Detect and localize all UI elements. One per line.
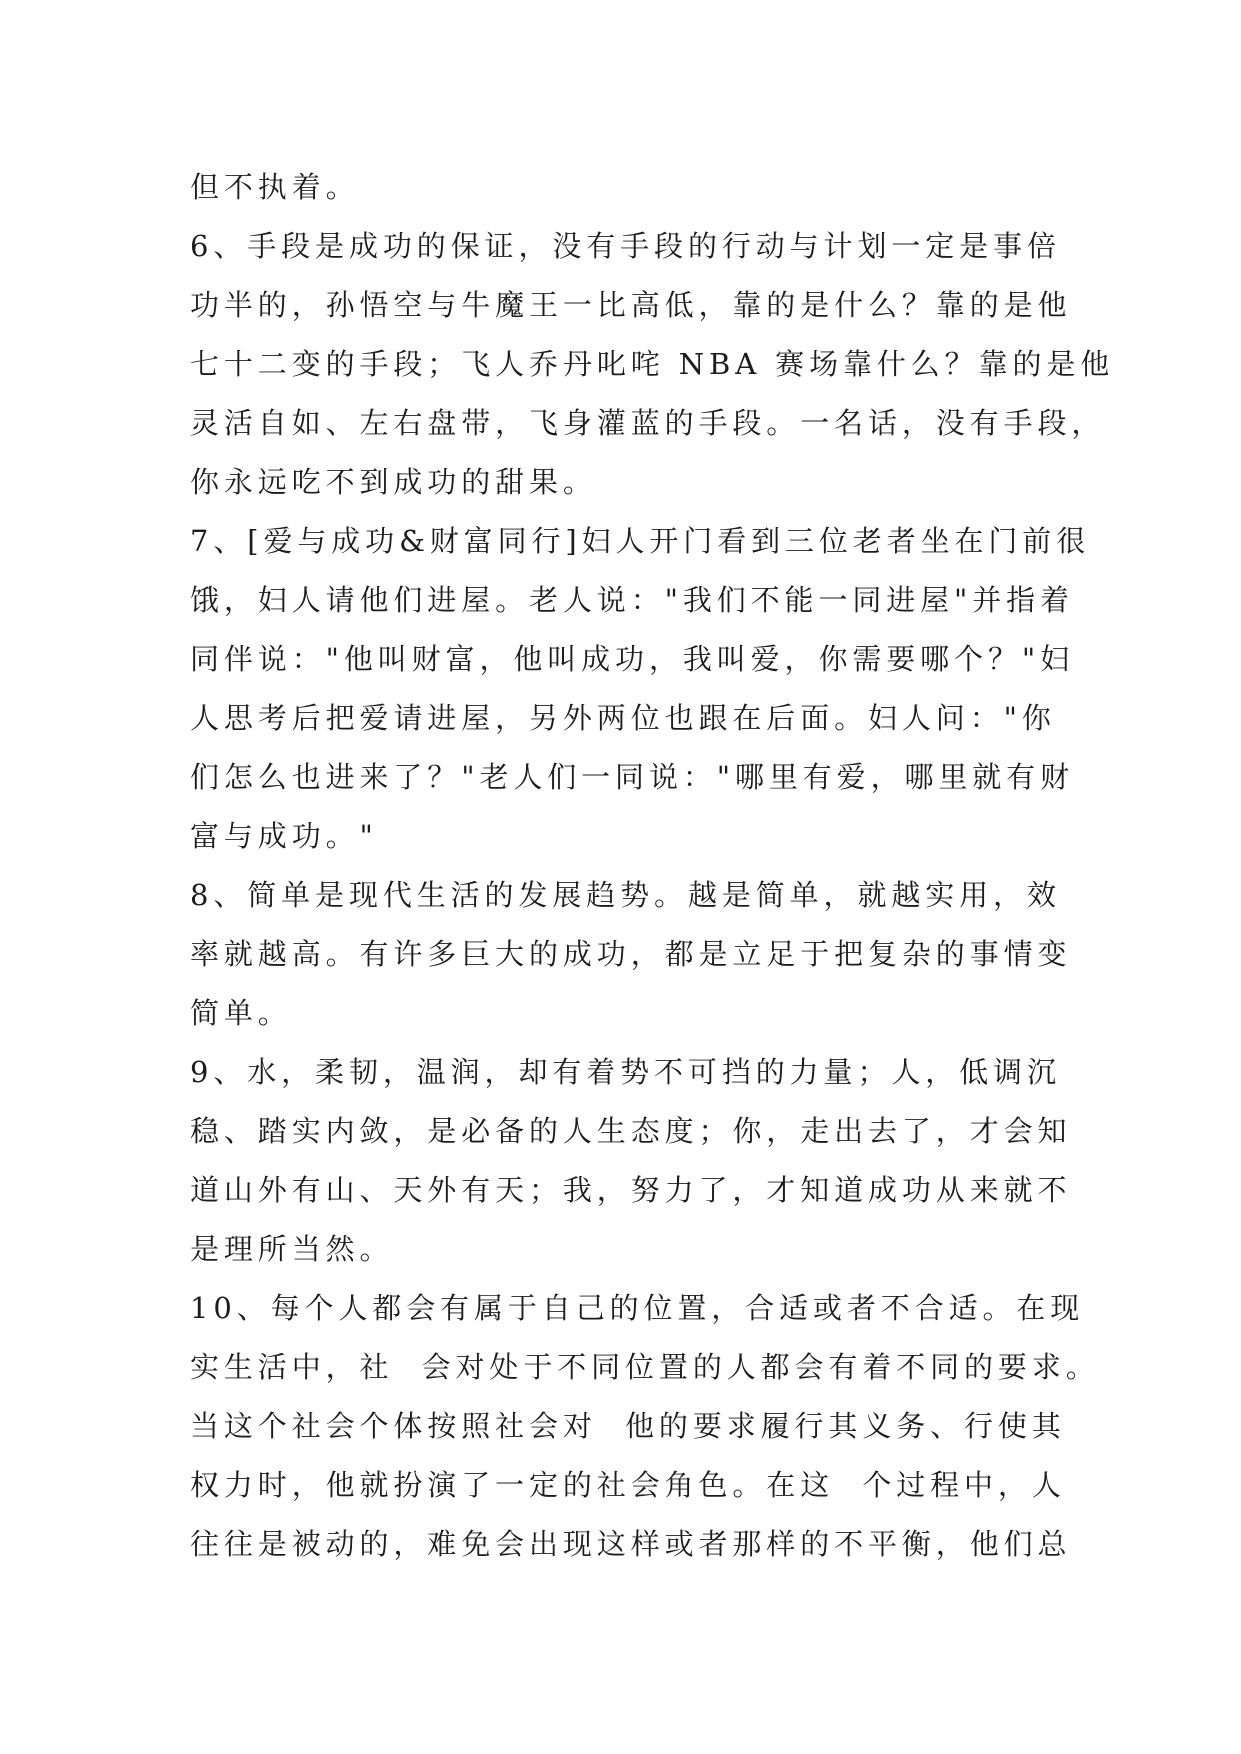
text-line: 同伴说："他叫财富，他叫成功，我叫爱，你需要哪个？"妇 [190,642,1074,676]
text-line: 9、水，柔韧，温润，却有着势不可挡的力量；人，低调沉 [190,1055,1061,1089]
text-line: 率就越高。有许多巨大的成功，都是立足于把复杂的事情变 [190,937,1072,971]
text-line: 往往是被动的，难免会出现这样或者那样的不平衡，他们总 [190,1527,1072,1561]
text-line: 富与成功。" [190,819,378,853]
body-text [190,158,1115,1574]
text-line: 但不执着。 [190,170,360,204]
text-line: 实生活中，社 会对处于不同位置的人都会有着不同的要求。 [190,1350,1100,1384]
text-line: 简单。 [190,996,292,1030]
text-line: 是理所当然。 [190,1232,394,1266]
text-line: 功半的，孙悟空与牛魔王一比高低，靠的是什么？靠的是他 [190,288,1072,322]
text-line: 饿，妇人请他们进屋。老人说："我们不能一同进屋"并指着 [190,583,1074,617]
text-line: 道山外有山、天外有天；我，努力了，才知道成功从来就不 [190,1173,1072,1207]
text-line: 们怎么也进来了？"老人们一同说："哪里有爱，哪里就有财 [190,760,1074,794]
text-line: 8、简单是现代生活的发展趋势。越是简单，就越实用，效 [190,878,1061,912]
text-line: 稳、踏实内敛，是必备的人生态度；你，走出去了，才会知 [190,1114,1072,1148]
text-line: 人思考后把爱请进屋，另外两位也跟在后面。妇人问："你 [190,701,1056,735]
text-line: 七十二变的手段；飞人乔丹叱咤 NBA 赛场靠什么？靠的是他 [190,347,1115,381]
text-line: 7、[爱与成功&财富同行]妇人开门看到三位老者坐在门前很 [190,524,1091,558]
text-line: 权力时，他就扮演了一定的社会角色。在这 个过程中，人 [190,1468,1066,1502]
text-line: 你永远吃不到成功的甜果。 [190,465,597,499]
text-line: 10、每个人都会有属于自己的位置，合适或者不合适。在现 [190,1291,1085,1325]
text-line: 6、手段是成功的保证，没有手段的行动与计划一定是事倍 [190,229,1061,263]
text-line: 灵活自如、左右盘带，飞身灌蓝的手段。一名话，没有手段， [190,406,1106,440]
text-line: 当这个社会个体按照社会对 他的要求履行其义务、行使其 [190,1409,1066,1443]
